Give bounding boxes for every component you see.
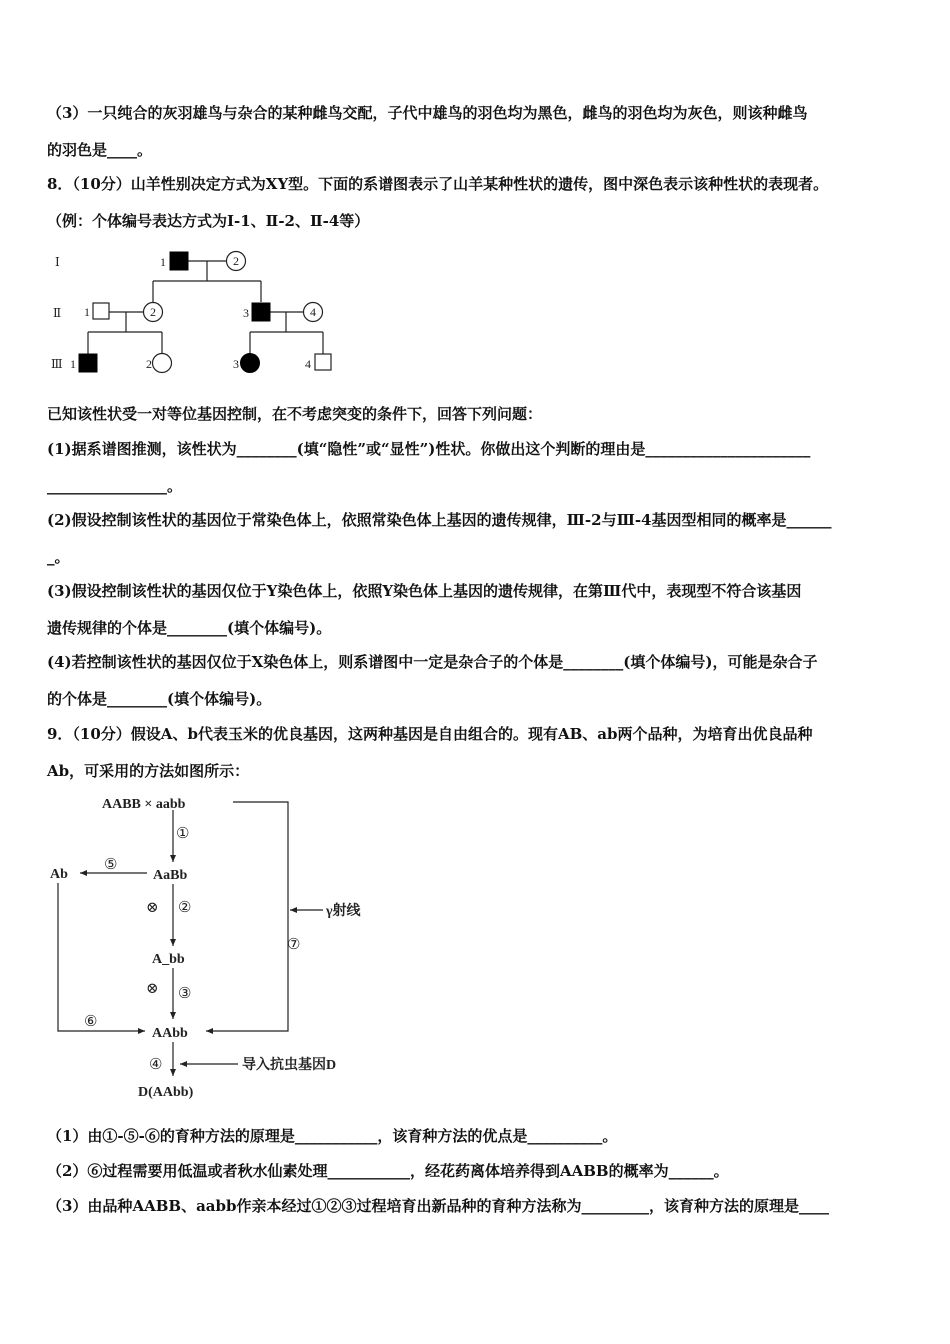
id-I-1: 1 xyxy=(160,255,166,269)
ind-III-1-affected-male xyxy=(79,354,97,372)
q8-sub1-line1: (1)据系谱图推测，该性状为________(填“隐性”或“显性”)性状。你做出这个判断的理由是______________________ xyxy=(47,440,811,458)
breeding-diagram xyxy=(40,786,400,1106)
ind-III-3-affected-female xyxy=(241,354,260,373)
q8-sub4-line1: (4)若控制该性状的基因仅位于X染色体上，则系谱图中一定是杂合子的个体是________(填个体编号)，可能是杂合子 xyxy=(47,653,818,671)
step-1-label: ① xyxy=(176,826,190,842)
step-3-label: ③ xyxy=(178,986,192,1002)
ind-III-2-female xyxy=(153,354,172,373)
selfing-mark-2: ⊗ xyxy=(146,981,159,997)
pedigree-chart xyxy=(40,240,360,390)
node-aabb-target: AAbb xyxy=(152,1026,188,1041)
node-aabb-f1: AaBb xyxy=(153,868,188,883)
ind-I-1-affected-male xyxy=(170,252,188,270)
selfing-mark-1: ⊗ xyxy=(146,900,159,916)
ind-II-1-male xyxy=(93,303,109,319)
id-II-4: 4 xyxy=(310,305,316,319)
q9-stem-line1: 9．（10分）假设A、b代表玉米的优良基因，这两种基因是自由组合的。现有AB、ab两个品种，为培育出优良品种 xyxy=(47,725,813,743)
q8-sub3-line2: 遗传规律的个体是________(填个体编号)。 xyxy=(47,619,332,637)
parent-cross: AABB × aabb xyxy=(102,797,186,812)
q8-sub2-line2: _。 xyxy=(47,548,70,566)
q7-part3-line2: 的羽色是____。 xyxy=(47,141,153,159)
gen-label-1: Ⅰ xyxy=(55,255,60,269)
q9-sub3: （3）由品种AABB、aabb作亲本经过①②③过程培育出新品种的育种方法称为_________，该育种方法的原理是____ xyxy=(47,1197,829,1215)
gene-d-label: 导入抗虫基因D xyxy=(242,1058,337,1073)
node-a-bb: A_bb xyxy=(152,952,185,967)
id-III-2: 2 xyxy=(146,357,152,371)
step-6-label: ⑥ xyxy=(84,1014,98,1030)
ind-III-4-male xyxy=(315,354,331,370)
step-5-label: ⑤ xyxy=(104,857,118,873)
step-7-label: ⑦ xyxy=(287,937,301,953)
step-2-label: ② xyxy=(178,900,192,916)
id-III-4: 4 xyxy=(305,357,311,371)
q8-sub1-line2: ________________。 xyxy=(47,477,183,495)
id-I-2: 2 xyxy=(233,254,239,268)
q8-sub4-line2: 的个体是________(填个体编号)。 xyxy=(47,690,272,708)
id-III-3: 3 xyxy=(233,357,239,371)
step-4-label: ④ xyxy=(149,1057,163,1073)
gamma-ray-label: γ射线 xyxy=(326,904,361,919)
q8-stem-line1: 8．（10分）山羊性别决定方式为XY型。下面的系谱图表示了山羊某种性状的遗传，图中深色表示该种性状的表现者。 xyxy=(47,175,829,193)
q8-sub2-line1: (2)假设控制该性状的基因位于常染色体上，依照常染色体上基因的遗传规律，Ⅲ-2与Ⅲ-4基因型相同的概率是______ xyxy=(47,511,832,529)
id-II-3: 3 xyxy=(243,306,249,320)
q8-intro: 已知该性状受一对等位基因控制，在不考虑突变的条件下，回答下列问题： xyxy=(47,405,543,423)
q7-part3-line1: （3）一只纯合的灰羽雄鸟与杂合的某种雌鸟交配，子代中雄鸟的羽色均为黑色，雌鸟的羽色均为灰色，则该种雌鸟 xyxy=(47,104,808,122)
q9-sub2: （2）⑥过程需要用低温或者秋水仙素处理___________，经花药离体培养得到AABB的概率为______。 xyxy=(47,1162,729,1180)
q9-sub1: （1）由①-⑤-⑥的育种方法的原理是___________，该育种方法的优点是__________。 xyxy=(47,1127,618,1145)
node-d-aabb: D(AAbb) xyxy=(138,1085,194,1100)
q8-stem-line2: （例：个体编号表达方式为Ⅰ-1、Ⅱ-2、Ⅱ-4等） xyxy=(47,212,370,230)
id-III-1: 1 xyxy=(70,357,76,371)
ind-II-3-affected-male xyxy=(252,303,270,321)
node-ab: Ab xyxy=(50,867,68,882)
q9-stem-line2: Ab，可采用的方法如图所示： xyxy=(47,762,250,780)
id-II-1: 1 xyxy=(84,305,90,319)
q8-sub3-line1: (3)假设控制该性状的基因仅位于Y染色体上，依照Y染色体上基因的遗传规律，在第Ⅲ代中，表现型不符合该基因 xyxy=(47,582,802,600)
id-II-2: 2 xyxy=(150,305,156,319)
gen-label-3: Ⅲ xyxy=(51,357,63,371)
gen-label-2: Ⅱ xyxy=(53,306,62,320)
